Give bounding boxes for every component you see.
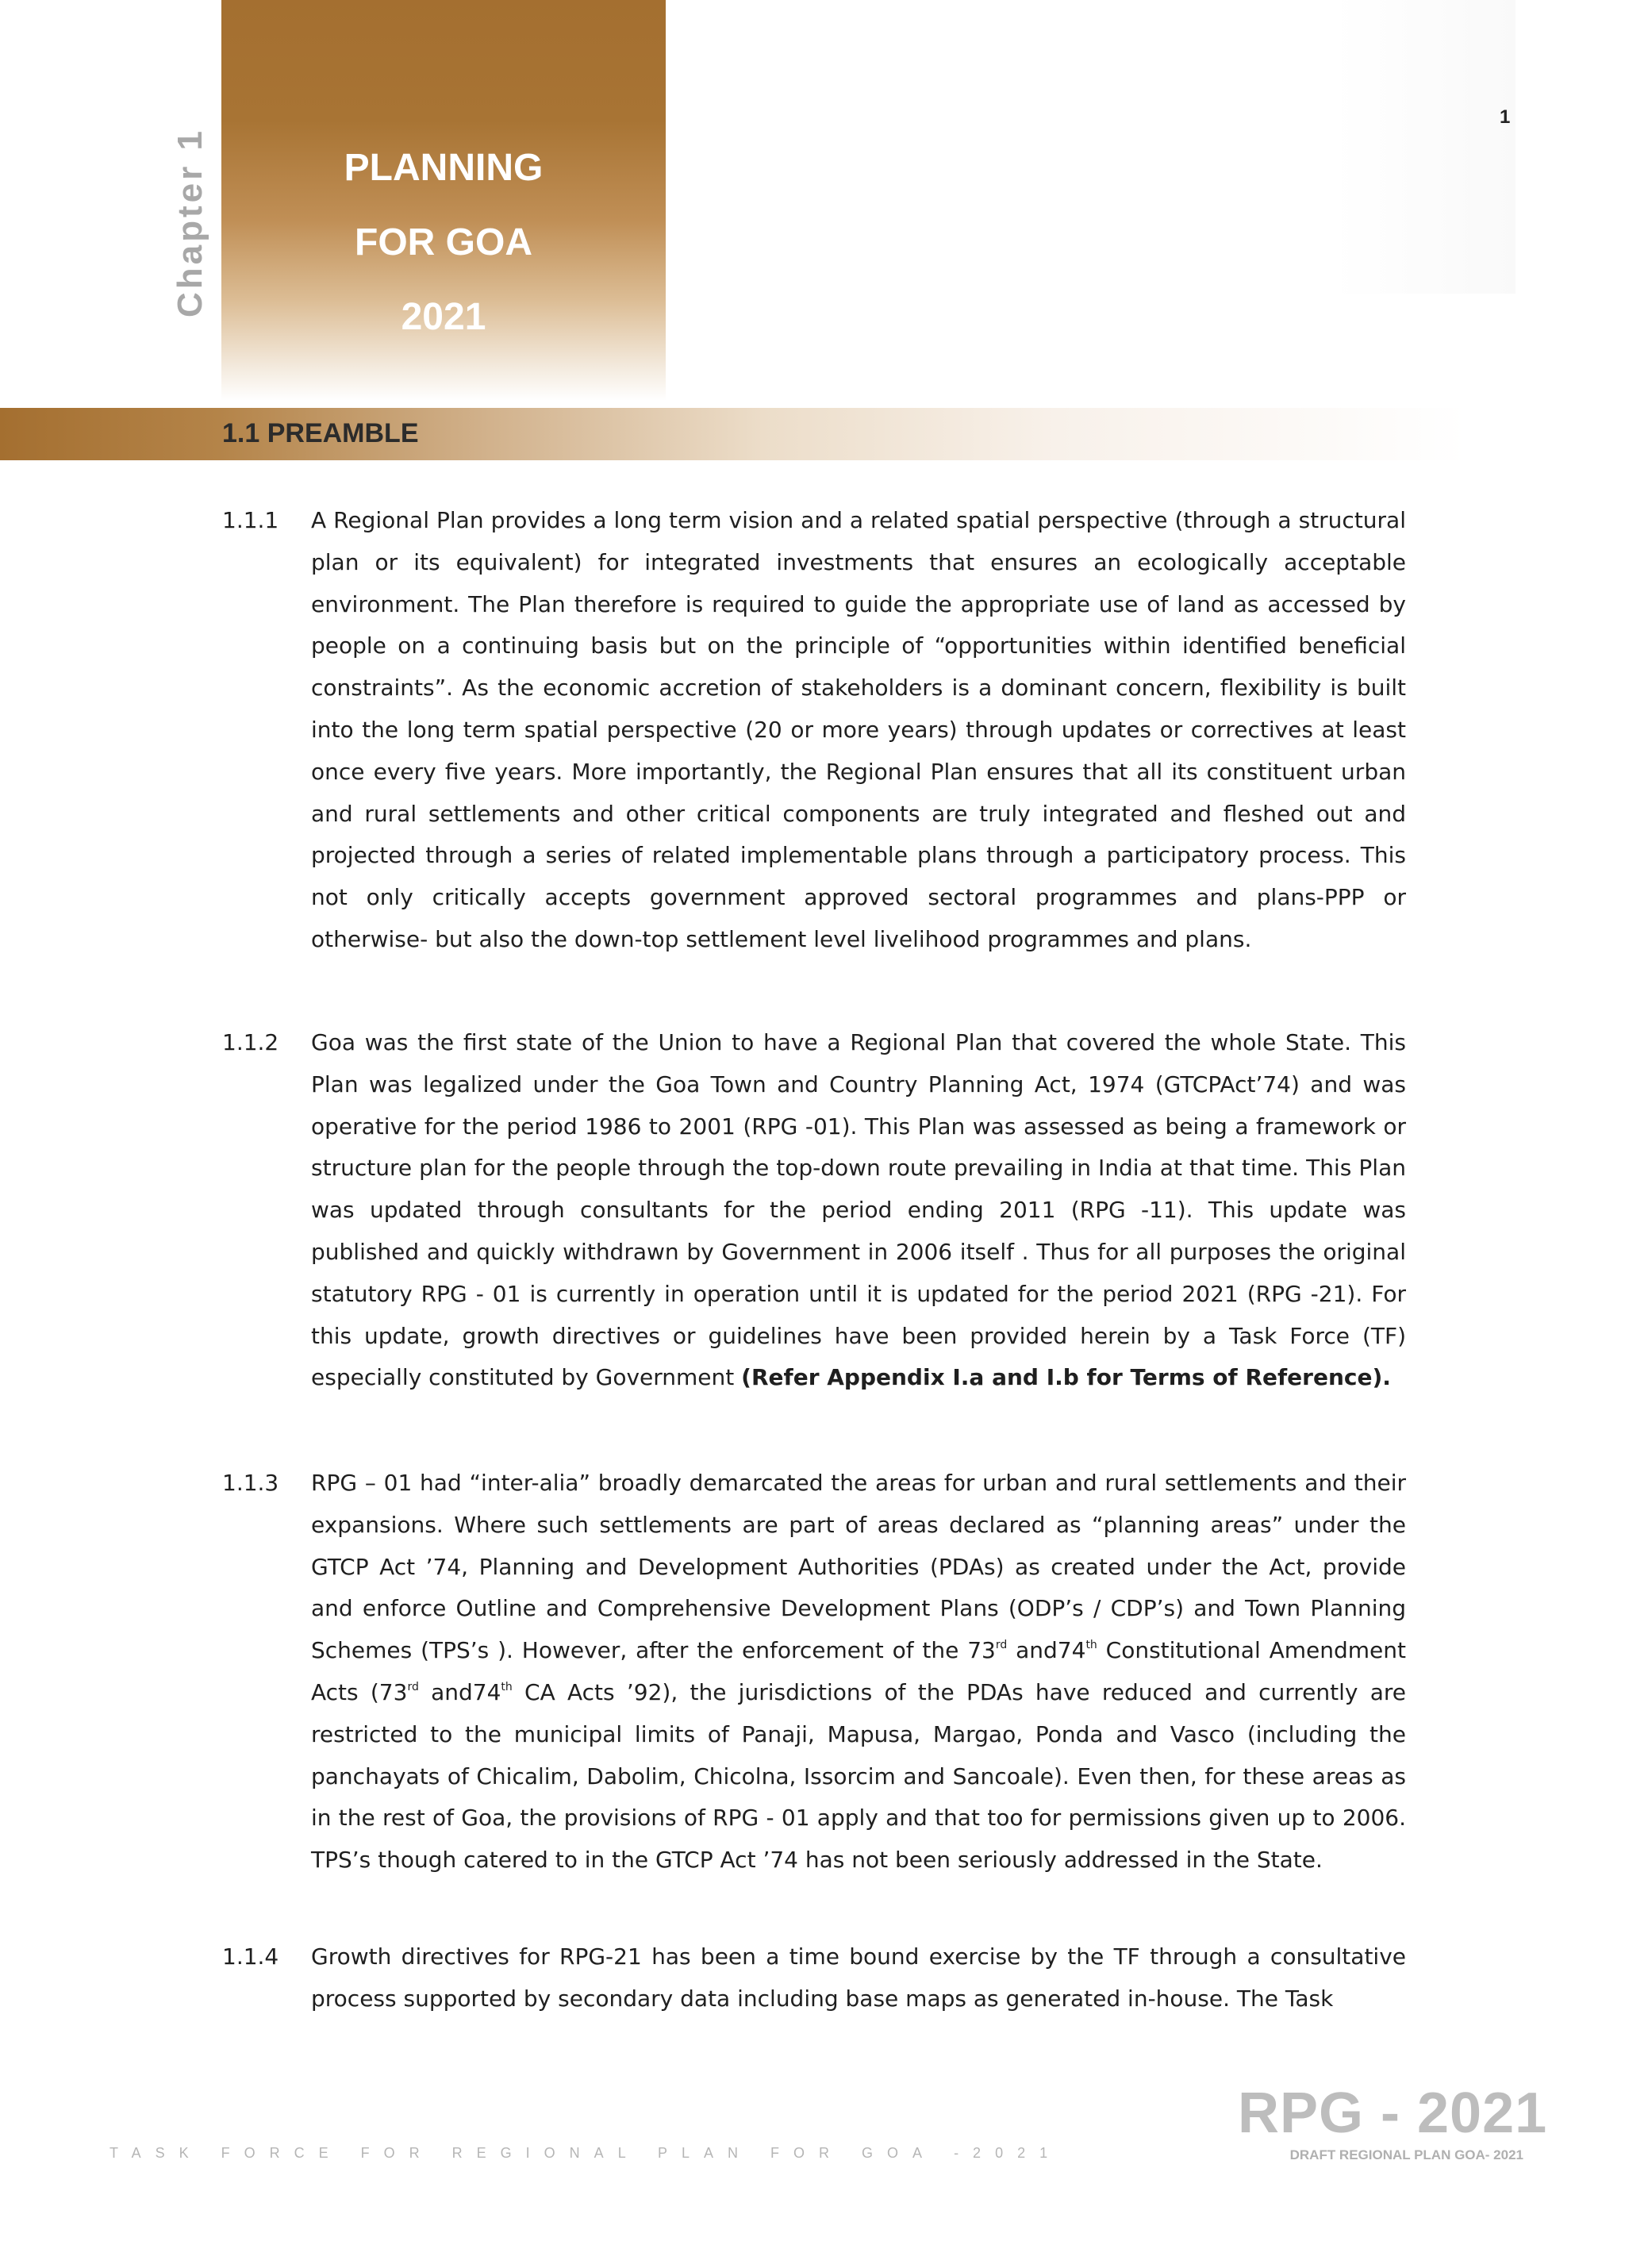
paragraph-number: 1.1.3 xyxy=(222,1470,279,1496)
paragraph-text xyxy=(311,1022,1406,1399)
text-segment: CA Acts ’92), the jurisdictions of the PDAs have reduced and currently are restricted to the municipal limits of Panaji, Mapusa, Margao, Ponda and Vasco (including the panchayats of Chicalim, Dabolim, Chicolna, Issorcim and Sancoale). Even then, for these areas as in the rest of Goa, the provisions of RPG - 01 apply and that too for permissions given up to 2006. TPS’s though catered to in the GTCP Act ’74 has not been seriously addressed in the State. xyxy=(311,1678,1406,1874)
text-segment: RPG – 01 had “inter-alia” broadly demarcated the areas for urban and rural settlements and their expansions. Where such settlements are part of areas declared as “planning areas” under the GTCP Act ’74, Planning and Development Authorities (PDAs) as created under the Act, provide and enforce Outline and Comprehensive Development Plans (ODP’s / CDP’s) and Town Planning Schemes (TPS’s ). However, after the enforcement of the 73 xyxy=(311,1470,1406,1664)
paragraph xyxy=(222,1463,1406,1882)
paragraph xyxy=(222,1936,1406,2020)
paragraph xyxy=(222,1022,1406,1399)
superscript: rd xyxy=(407,1680,419,1693)
paragraph-text-regular: Goa was the first state of the Union to have a Regional Plan that covered the whole State. This Plan was legalized under the Goa Town and Country Planning Act, 1974 (GTCPAct’74) and was operative for the period 1986 to 2001 (RPG -01). This Plan was assessed as being a framework or structure plan for the people through the top-down route prevailing in India at that time. This Plan was updated through consultants for the period ending 2011 (RPG -11). This update was published and quickly withdrawn by Government in 2006 itself . Thus for all purposes the original statutory RPG - 01 is currently in operation until it is updated for the period 2021 (RPG -21). For this update, growth directives or guidelines have been provided herein by a Task Force (TF) especially constituted by Government xyxy=(311,1029,1406,1391)
footer-text: TASK FORCE FOR REGIONAL PLAN FOR GOA -2021 xyxy=(109,2145,1062,2161)
superscript: th xyxy=(1085,1639,1097,1652)
paragraph xyxy=(222,500,1406,961)
chapter-title-line-3: 2021 xyxy=(401,296,486,338)
text-segment: and74 xyxy=(418,1678,501,1705)
text-segment: Constitutional Amendment Acts (73 xyxy=(311,1637,1406,1705)
superscript: th xyxy=(501,1680,513,1693)
section-title: 1.1 PREAMBLE xyxy=(222,418,419,448)
superscript: rd xyxy=(995,1639,1008,1652)
corner-shade xyxy=(1333,0,1516,294)
text-segment: and74 xyxy=(1007,1637,1086,1664)
chapter-title-line-1: PLANNING xyxy=(344,147,544,189)
footer-logo xyxy=(1238,2081,1548,2165)
paragraph-text: A Regional Plan provides a long term vision and a related spatial perspective (through a structural plan or its equivalent) for integrated investments that ensures an ecologically acceptable environment. The Plan therefore is required to guide the appropriate use of land as accessed by people on a continuing basis but on the principle of “opportunities within identified beneficial constraints”. As the economic accretion of stakeholders is a dominant concern, flexibility is built into the long term spatial perspective (20 or more years) through updates or correctives at least once every five years. More importantly, the Regional Plan ensures that all its constituent urban and rural settlements and other critical components are truly integrated and fleshed out and projected through a series of related implementable plans through a participatory process. This not only critically accepts government approved sectoral programmes and plans-PPP or otherwise- but also the down-top settlement level livelihood programmes and plans. xyxy=(311,507,1406,952)
footer-logo-subtitle: DRAFT REGIONAL PLAN GOA- 2021 xyxy=(1289,2147,1523,2162)
chapter-title-line-2: FOR GOA xyxy=(355,221,532,263)
paragraph-text-bold: (Refer Appendix I.a and I.b for Terms of Reference). xyxy=(741,1364,1391,1391)
footer-logo-title: RPG - 2021 xyxy=(1238,2082,1548,2145)
paragraph-number: 1.1.4 xyxy=(222,1943,279,1970)
page-number: 1 xyxy=(1500,106,1511,128)
chapter-label: Chapter 1 xyxy=(171,128,209,317)
paragraph-text: Growth directives for RPG-21 has been a time bound exercise by the TF through a consultative process supported by secondary data including base maps as generated in-house. The Task xyxy=(311,1943,1406,2012)
paragraph-text xyxy=(311,1463,1406,1882)
paragraph-number: 1.1.1 xyxy=(222,507,279,533)
section-bar xyxy=(0,408,1466,460)
chapter-title xyxy=(221,131,666,355)
paragraph-number: 1.1.2 xyxy=(222,1029,279,1055)
